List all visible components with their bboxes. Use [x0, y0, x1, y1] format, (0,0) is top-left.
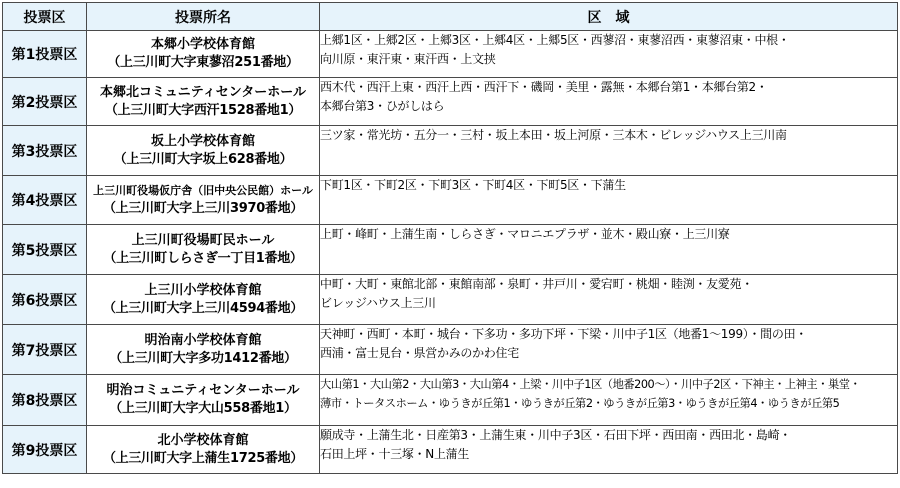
area-cell — [320, 225, 898, 275]
area-cell — [320, 426, 898, 474]
area-line: 薄市・トータスホーム・ゆうきが丘第1・ゆうきが丘第2・ゆうきが丘第3・ゆうきが丘第4・ゆうきが丘第5 — [320, 397, 840, 410]
area-cell — [320, 375, 898, 426]
place-name: 上三川町役場町民ホール — [131, 232, 275, 248]
area-cell — [320, 275, 898, 325]
district-label: 第8投票区 — [3, 375, 87, 426]
table-header-row — [3, 3, 898, 31]
table-row — [3, 78, 898, 126]
district-label: 第7投票区 — [3, 325, 87, 375]
table-row — [3, 31, 898, 78]
polling-place — [87, 31, 320, 78]
district-label: 第5投票区 — [3, 225, 87, 275]
area-line: 三ツ家・常光坊・五分一・三村・坂上本田・坂上河原・三本木・ビレッジハウス上三川南 — [320, 128, 787, 142]
table-row — [3, 225, 898, 275]
area-line: 西浦・富士見台・県営かみのかわ住宅 — [320, 346, 519, 360]
district-label: 第4投票区 — [3, 176, 87, 225]
place-address: （上三川町大字上蒲生1725番地） — [102, 450, 304, 466]
place-address: （上三川町大字西汗1528番地1） — [104, 102, 302, 118]
area-line: 上郷1区・上郷2区・上郷3区・上郷4区・上郷5区・西蓼沼・東蓼沼西・東蓼沼東・中根・ — [320, 33, 790, 47]
area-cell — [320, 126, 898, 176]
table-row — [3, 325, 898, 375]
area-line: 天神町・西町・本町・城台・下多功・多功下坪・下梁・川中子1区（地番1〜199）・間の田・ — [320, 327, 807, 341]
header-place: 投票所名 — [87, 3, 320, 31]
area-cell — [320, 31, 898, 78]
place-name: 明治コミュニティセンターホール — [106, 383, 300, 398]
table-row — [3, 176, 898, 225]
area-line: 本郷台第3・ひがしはら — [320, 99, 445, 113]
district-label: 第9投票区 — [3, 426, 87, 474]
area-cell — [320, 325, 898, 375]
header-district: 投票区 — [3, 3, 87, 31]
district-label: 第1投票区 — [3, 31, 87, 78]
header-area: 区 域 — [320, 3, 898, 31]
place-name: 上三川小学校体育館 — [144, 282, 262, 298]
place-address: （上三川町大字坂上628番地） — [113, 151, 293, 167]
place-name: 上三川町役場仮庁舎（旧中央公民館）ホール — [93, 184, 313, 197]
polling-place — [87, 375, 320, 426]
area-line: 願成寺・上蒲生北・日産第3・上蒲生東・川中子3区・石田下坪・西田南・西田北・島崎・ — [320, 428, 791, 442]
area-line: 上町・峰町・上蒲生南・しらさぎ・マロニエプラザ・並木・殿山寮・上三川寮 — [320, 227, 730, 241]
area-line: 向川原・東汗東・東汗西・上文挟 — [320, 52, 496, 66]
polling-place — [87, 176, 320, 225]
table-row — [3, 426, 898, 474]
place-address: （上三川町大字大山558番地1） — [109, 401, 297, 416]
place-address: （上三川町大字東蓼沼251番地） — [107, 55, 299, 70]
area-cell — [320, 176, 898, 225]
polling-place — [87, 426, 320, 474]
area-line: 石田上坪・十三塚・N上蒲生 — [320, 447, 470, 461]
place-name: 坂上小学校体育館 — [150, 133, 255, 149]
place-name: 明治南小学校体育館 — [144, 332, 262, 348]
place-name: 北小学校体育館 — [157, 432, 249, 448]
place-address: （上三川町大字上三川4594番地） — [102, 300, 304, 316]
polling-place — [87, 325, 320, 375]
area-line: 西木代・西汗上東・西汗上西・西汗下・磯岡・美里・露無・本郷台第1・本郷台第2・ — [320, 80, 768, 94]
place-address: （上三川町大字上三川3970番地） — [102, 201, 304, 216]
place-address: （上三川町しらさぎ一丁目1番地） — [103, 250, 303, 266]
place-name: 本郷北コミュニティセンターホール — [100, 84, 306, 100]
place-address: （上三川町大字多功1412番地） — [109, 350, 297, 366]
polling-place — [87, 225, 320, 275]
place-name: 本郷小学校体育館 — [150, 37, 255, 52]
polling-place — [87, 126, 320, 176]
area-line: 中町・大町・東館北部・東館南部・泉町・井戸川・愛宕町・桃畑・睦渕・友愛苑・ — [320, 277, 753, 291]
table-row — [3, 375, 898, 426]
polling-place — [87, 78, 320, 126]
polling-district-table — [2, 2, 898, 474]
area-line: ビレッジハウス上三川 — [320, 296, 436, 310]
table-row — [3, 275, 898, 325]
table-row — [3, 126, 898, 176]
district-label: 第2投票区 — [3, 78, 87, 126]
district-label: 第6投票区 — [3, 275, 87, 325]
polling-place — [87, 275, 320, 325]
area-line: 大山第1・大山第2・大山第3・大山第4・上梁・川中子1区（地番200〜）・川中子2区・下神主・上神主・巣堂・ — [320, 378, 861, 391]
district-label: 第3投票区 — [3, 126, 87, 176]
area-line: 下町1区・下町2区・下町3区・下町4区・下町5区・下蒲生 — [320, 178, 626, 192]
area-cell — [320, 78, 898, 126]
